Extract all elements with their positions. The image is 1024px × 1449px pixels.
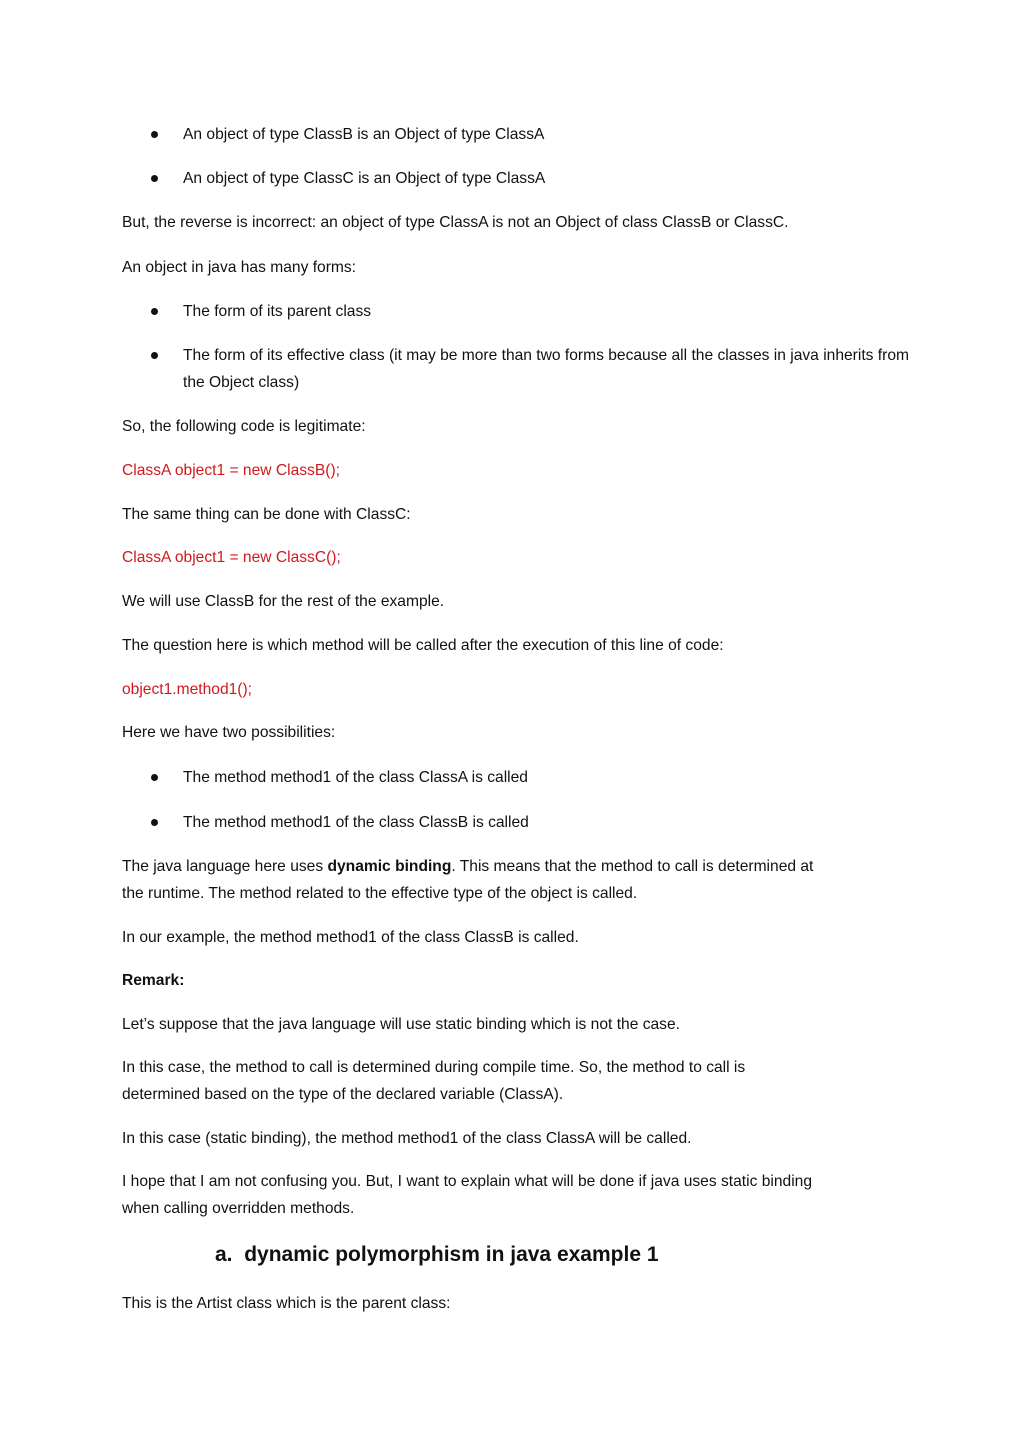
bullet-item: The method method1 of the class ClassB is called [183, 814, 529, 831]
heading-text: dynamic polymorphism in java example 1 [244, 1243, 659, 1266]
bullet-item: An object of type ClassC is an Object of type ClassA [183, 170, 546, 187]
remark-label: Remark: [122, 972, 185, 989]
paragraph-dynamic-line2: the runtime. The method related to the effective type of the object is called. [122, 885, 638, 902]
code-line: object1.method1(); [122, 681, 253, 698]
paragraph-compile-line1: In this case, the method to call is determined during compile time. So, the method to call is [122, 1059, 746, 1076]
code-line: ClassA object1 = new ClassB(); [122, 462, 340, 479]
bullet-item: The form of its effective class (it may be more than two forms because all the classes in java inherits from the Object class) [183, 347, 909, 391]
paragraph-hope-line1: I hope that I am not confusing you. But, I want to explain what will be done if java uses static binding [122, 1173, 813, 1190]
bullet-icon [151, 175, 158, 182]
dynamic-binding-term: dynamic binding [327, 858, 452, 875]
paragraph-forms: An object in java has many forms: [122, 259, 357, 276]
bullet-item: An object of type ClassB is an Object of type ClassA [183, 126, 545, 143]
bullet-icon [151, 819, 158, 826]
paragraph-static: In this case (static binding), the method method1 of the class ClassA will be called. [122, 1130, 692, 1147]
paragraph-dynamic-line1 [122, 853, 813, 880]
text-run: . This means that the method to call is determined at [451, 858, 814, 875]
paragraph-question: The question here is which method will be called after the execution of this line of code: [122, 637, 724, 654]
bullet-icon [151, 352, 158, 359]
bullet-item: The method method1 of the class ClassA is called [183, 769, 528, 786]
paragraph-suppose: Let’s suppose that the java language will use static binding which is not the case. [122, 1016, 680, 1033]
paragraph-compile-line2: determined based on the type of the declared variable (ClassA). [122, 1086, 564, 1103]
paragraph-example: In our example, the method method1 of the class ClassB is called. [122, 929, 579, 946]
paragraph-artist: This is the Artist class which is the parent class: [122, 1295, 451, 1312]
paragraph-same: The same thing can be done with ClassC: [122, 506, 411, 523]
heading-marker: a. [215, 1243, 233, 1266]
section-heading [215, 1240, 659, 1270]
paragraph-possibilities: Here we have two possibilities: [122, 724, 336, 741]
text-run: The java language here uses [122, 858, 328, 875]
paragraph-reverse: But, the reverse is incorrect: an object of type ClassA is not an Object of class ClassB or ClassC. [122, 214, 789, 231]
bullet-icon [151, 131, 158, 138]
paragraph-legitimate: So, the following code is legitimate: [122, 418, 366, 435]
paragraph-hope-line2: when calling overridden methods. [122, 1200, 355, 1217]
paragraph-rest: We will use ClassB for the rest of the example. [122, 593, 445, 610]
code-line: ClassA object1 = new ClassC(); [122, 549, 341, 566]
bullet-icon [151, 308, 158, 315]
bullet-icon [151, 774, 158, 781]
bullet-item: The form of its parent class [183, 303, 372, 320]
